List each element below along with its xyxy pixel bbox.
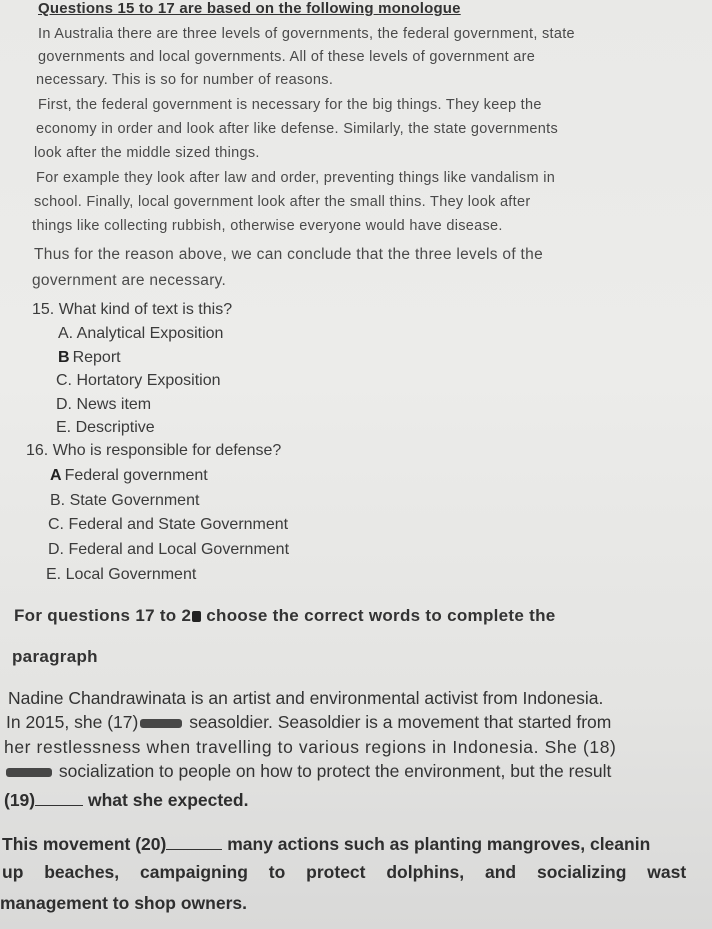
paragraph-line: (19) what she expected. (4, 790, 249, 810)
section-heading: Questions 15 to 17 are based on the following monologue (38, 0, 461, 17)
answer-option (50, 467, 208, 485)
answer-option: D. Federal and Local Government (48, 541, 290, 558)
passage-line: things like collecting rubbish, otherwise everyone would have disease. (32, 218, 503, 234)
instructions-line: paragraph (12, 647, 98, 666)
answer-option: E. Local Government (46, 566, 197, 583)
answer-option: E. Descriptive (56, 419, 155, 436)
answer-option-text: Federal government (64, 467, 208, 484)
answer-option-text: Report (72, 349, 121, 366)
passage-line: Thus for the reason above, we can conclude that the three levels of the (34, 246, 543, 263)
passage-line: government are necessary. (32, 272, 227, 289)
passage-line: economy in order and look after like defense. Similarly, the state governments (36, 121, 559, 137)
answer-option: B. State Government (50, 492, 200, 509)
cross-mark-icon: A (50, 467, 62, 484)
answer-blank[interactable] (166, 849, 222, 850)
question-16: 16. Who is responsible for defense? (26, 442, 282, 459)
answer-blank[interactable] (35, 805, 83, 806)
passage-line: governments and local governments. All of these levels of government are (38, 49, 536, 65)
scribbled-answer (140, 719, 182, 728)
question-15: 15. What kind of text is this? (32, 301, 233, 318)
paragraph-line: up beaches, campaigning to protect dolphins, and socializing wast (2, 862, 687, 882)
instructions-line: For questions 17 to 2 choose the correct words to complete the (14, 606, 556, 625)
passage-line: school. Finally, local government look after the small thins. They look after (34, 194, 531, 210)
passage-line: necessary. This is so for number of reasons. (36, 72, 334, 88)
passage-line: First, the federal government is necessary for the big things. They keep the (38, 97, 542, 113)
paragraph-line: her restlessness when travelling to various regions in Indonesia. She (18) (4, 737, 617, 757)
paragraph-line: socialization to people on how to protect the environment, but the result (4, 761, 611, 782)
passage-line: In Australia there are three levels of governments, the federal government, state (38, 26, 575, 42)
answer-option: D. News item (56, 396, 152, 413)
ink-blot-icon (192, 611, 201, 622)
paragraph-line: In 2015, she (17) seasoldier. Seasoldier is a movement that started from (6, 712, 612, 732)
answer-option: C. Hortatory Exposition (56, 372, 221, 389)
paragraph-line: Nadine Chandrawinata is an artist and environmental activist from Indonesia. (8, 688, 604, 708)
passage-line: look after the middle sized things. (34, 145, 260, 161)
answer-option (58, 349, 121, 367)
scribbled-answer (6, 768, 52, 777)
answer-option: A. Analytical Exposition (58, 325, 224, 342)
paragraph-line: This movement (20) many actions such as planting mangroves, cleanin (2, 834, 651, 854)
answer-option: C. Federal and State Government (48, 516, 289, 533)
passage-line: For example they look after law and order, preventing things like vandalism in (36, 170, 556, 186)
cross-mark-icon: B (58, 349, 70, 366)
paragraph-line: management to shop owners. (0, 893, 247, 913)
